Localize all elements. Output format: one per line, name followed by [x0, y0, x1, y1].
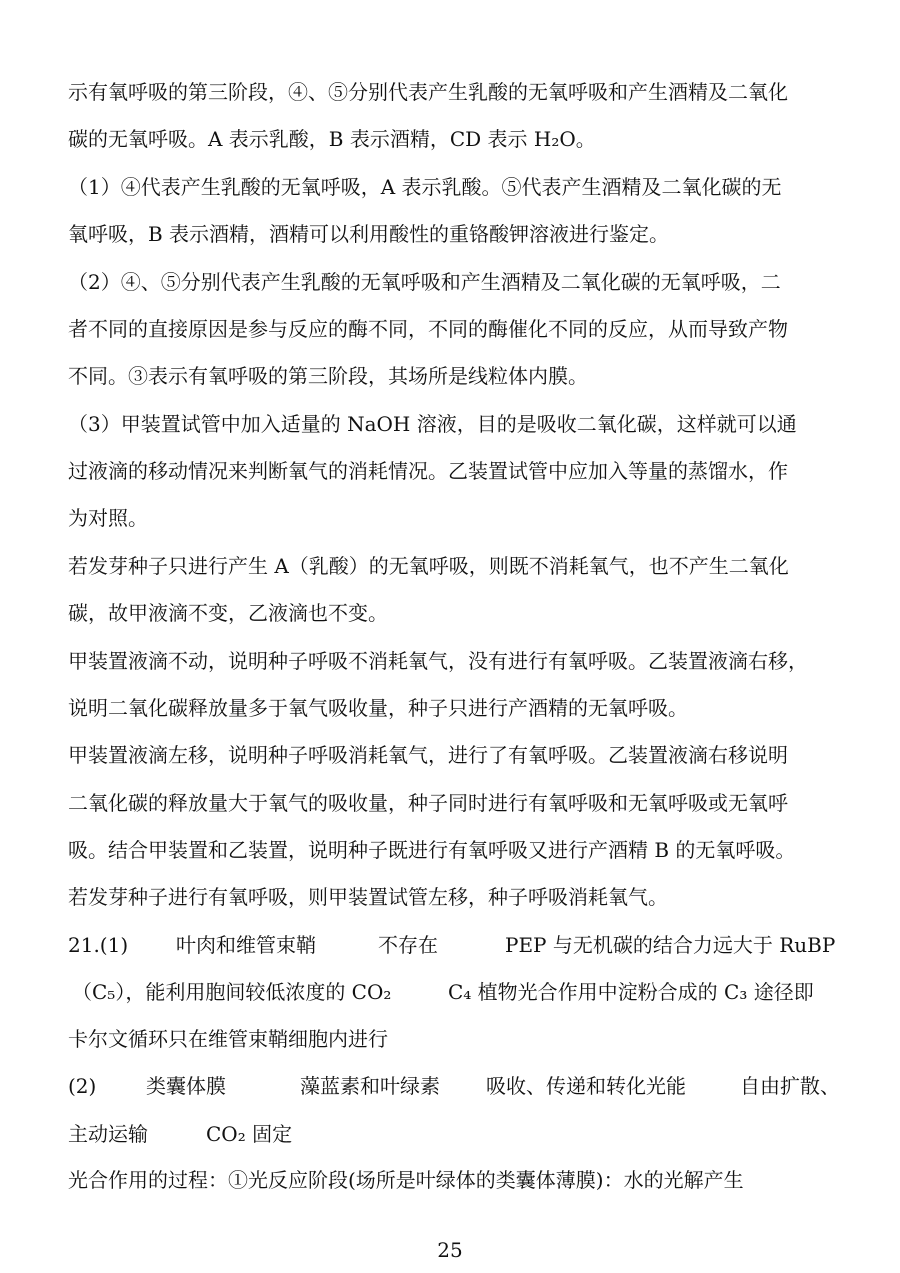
- answer-blank: 不存在: [378, 933, 438, 957]
- text-line: 氧呼吸，B 表示酒精，酒精可以利用酸性的重铬酸钾溶液进行鉴定。: [68, 222, 670, 246]
- text-line: 不同。③表示有氧呼吸的第三阶段，其场所是线粒体内膜。: [68, 364, 588, 388]
- answer-blank: 卡尔文循环只在维管束鞘细胞内进行: [68, 1027, 388, 1051]
- text-line: 者不同的直接原因是参与反应的酶不同，不同的酶催化不同的反应，从而导致产物: [68, 317, 788, 341]
- text-line: 碳，故甲液滴不变，乙液滴也不变。: [68, 601, 388, 625]
- text-line: 过液滴的移动情况来判断氧气的消耗情况。乙装置试管中应加入等量的蒸馏水，作: [68, 459, 788, 483]
- answer-blank: 藻蓝素和叶绿素: [300, 1074, 440, 1098]
- text-line: （3）甲装置试管中加入适量的 NaOH 溶液，目的是吸收二氧化碳，这样就可以通: [68, 412, 797, 436]
- answer-blank: （C₅），能利用胞间较低浓度的 CO₂: [72, 980, 392, 1004]
- answer-blank: 主动运输: [68, 1122, 148, 1146]
- answer-blank: CO₂ 固定: [206, 1122, 293, 1146]
- answer-blank: PEP 与无机碳的结合力远大于 RuBP: [505, 933, 836, 957]
- process-text: 光合作用的过程：①光反应阶段(场所是叶绿体的类囊体薄膜)：水的光解产生: [68, 1168, 744, 1192]
- text-line: 示有氧呼吸的第三阶段，④、⑤分别代表产生乳酸的无氧呼吸和产生酒精及二氧化: [68, 80, 788, 104]
- text-line: 说明二氧化碳释放量多于氧气吸收量，种子只进行产酒精的无氧呼吸。: [68, 696, 688, 720]
- text-line: （1）④代表产生乳酸的无氧呼吸，A 表示乳酸。⑤代表产生酒精及二氧化碳的无: [68, 175, 782, 199]
- text-line: 碳的无氧呼吸。A 表示乳酸，B 表示酒精，CD 表示 H₂O。: [68, 127, 596, 151]
- text-line: 若发芽种子进行有氧呼吸，则甲装置试管左移，种子呼吸消耗氧气。: [68, 885, 668, 909]
- text-line: 若发芽种子只进行产生 A（乳酸）的无氧呼吸，则既不消耗氧气，也不产生二氧化: [68, 554, 789, 578]
- page-number: 25: [437, 1238, 463, 1262]
- answer-blank: C₄ 植物光合作用中淀粉合成的 C₃ 途径即: [448, 980, 814, 1004]
- text-line: 为对照。: [68, 506, 148, 530]
- answer-blank: 吸收、传递和转化光能: [486, 1074, 686, 1098]
- text-line: 甲装置液滴左移，说明种子呼吸消耗氧气，进行了有氧呼吸。乙装置液滴右移说明: [68, 743, 788, 767]
- question-number: (2): [68, 1074, 97, 1098]
- answer-blank: 叶肉和维管束鞘: [176, 933, 316, 957]
- text-line: 甲装置液滴不动，说明种子呼吸不消耗氧气，没有进行有氧呼吸。乙装置液滴右移，: [68, 649, 808, 673]
- text-line: 二氧化碳的释放量大于氧气的吸收量，种子同时进行有氧呼吸和无氧呼吸或无氧呼: [68, 791, 788, 815]
- answer-blank: 自由扩散、: [740, 1074, 840, 1098]
- text-line: （2）④、⑤分别代表产生乳酸的无氧呼吸和产生酒精及二氧化碳的无氧呼吸，二: [68, 270, 781, 294]
- answer-blank: 类囊体膜: [146, 1074, 226, 1098]
- text-line: 吸。结合甲装置和乙装置，说明种子既进行有氧呼吸又进行产酒精 B 的无氧呼吸。: [68, 838, 796, 862]
- question-number: 21.(1): [68, 933, 129, 957]
